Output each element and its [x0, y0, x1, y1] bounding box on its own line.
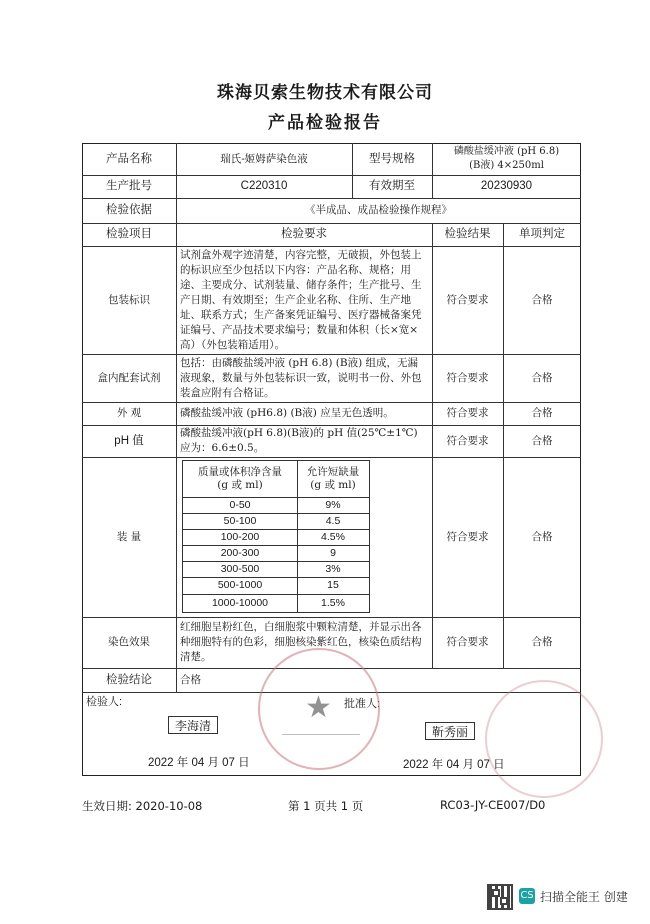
inspector-label: 检验人: [86, 695, 123, 708]
row-appearance-item: 外 观 [116, 407, 142, 419]
col-judgment-header: 单项判定 [519, 228, 565, 240]
row-kit-item: 盒内配套试剂 [97, 371, 161, 384]
basis-label: 检验依据 [106, 204, 152, 216]
date-right: 2022 年 04 月 07 日 [403, 758, 505, 771]
batch-label: 生产批号 [106, 180, 152, 192]
expiry-value: 20230930 [480, 180, 533, 192]
row-packaging-requirement: 试剂盒外观字迹清楚，内容完整，无破损，外包装上的标识应至少包括以下内容：产品名称、规格；用途、主要成分、试剂装量、储存条件；生产批号、生产日期、有效期至；生产企业名称、住所、生产地址、联系方式；生产备案凭证编号、医疗器械备案凭证编号、产品技术要求编号；数量和体积（长×宽×高）（外包装箱适用）。 [180, 248, 422, 351]
qt-header-allow-line1: 允许短缺量 [306, 466, 360, 478]
row-quantity-result: 符合要求 [446, 530, 489, 543]
qt-allow: 1.5% [321, 596, 345, 609]
qt-header-allow-line2: (g 或 ml) [310, 479, 356, 491]
basis-value: 《半成品、成品检验操作规程》 [305, 204, 452, 216]
official-seal-stamp [258, 648, 380, 770]
quantity-table [182, 460, 370, 613]
qt-header-net-line1: 质量或体积净含量 [198, 466, 282, 478]
row-quantity-item: 装 量 [116, 530, 142, 543]
approver-label: 批准人: [344, 697, 381, 710]
col-item-header: 检验项目 [106, 228, 152, 240]
conclusion-value: 合格 [180, 673, 201, 686]
product-name-label: 产品名称 [106, 152, 152, 165]
row-kit-requirement: 包括：由磷酸盐缓冲液 (pH 6.8) (B液) 组成，无漏液现象，数量与外包装标识一致，说明书一份、外包装盒应附有合格证。 [180, 356, 422, 399]
row-kit-result: 符合要求 [446, 371, 489, 384]
qt-range: 200-300 [220, 546, 260, 559]
star-icon: ★ [305, 690, 332, 725]
row-packaging-item: 包装标识 [108, 293, 150, 306]
qt-header-allow [297, 461, 369, 497]
watermark-text: 扫描全能王 创建 [540, 890, 628, 904]
model-value [432, 143, 581, 175]
qt-range: 0-50 [229, 498, 251, 511]
camscanner-logo-icon: CS [519, 888, 535, 904]
col-result-header: 检验结果 [444, 228, 491, 240]
row-ph-result: 符合要求 [446, 434, 489, 447]
qt-header-net [183, 461, 297, 497]
report-title: 产品检验报告 [268, 113, 382, 133]
approver-signature: 靳秀丽 [425, 722, 475, 740]
qt-allow: 4.5% [321, 530, 345, 543]
row-quantity-judgment: 合格 [531, 530, 553, 543]
row-staining-item: 染色效果 [108, 636, 150, 648]
model-line-2: (B液) 4×250ml [469, 160, 544, 171]
row-ph-item: pH 值 [114, 434, 144, 447]
product-name-value: 瑞氏-姬姆萨染色液 [220, 152, 308, 165]
company-name: 珠海贝索生物技术有限公司 [217, 83, 433, 103]
row-staining-judgment: 合格 [531, 636, 553, 648]
row-appearance-judgment: 合格 [531, 407, 553, 419]
qt-allow: 15 [327, 579, 339, 591]
row-kit-judgment: 合格 [531, 371, 553, 384]
row-appearance-result: 符合要求 [446, 407, 489, 419]
row-ph-requirement: 磷酸盐缓冲液(pH 6.8)(B液)的 pH 值(25℃±1℃)应为：6.6±0.5。 [180, 427, 418, 454]
col-requirement-header: 检验要求 [281, 228, 327, 240]
qt-allow: 9 [330, 546, 336, 559]
qt-allow: 3% [325, 562, 341, 575]
inspector-signature: 李海清 [168, 716, 218, 734]
approval-seal-stamp [485, 680, 603, 798]
effective-date: 生效日期: 2020-10-08 [82, 799, 203, 813]
document-code: RC03-JY-CE007/D0 [440, 798, 546, 812]
row-packaging-result: 符合要求 [446, 293, 489, 306]
date-left: 2022 年 04 月 07 日 [148, 756, 250, 769]
qt-allow: 4.5 [325, 514, 341, 527]
row-staining-requirement: 红细胞呈粉红色，白细胞浆中颗粒清楚，并显示出各种细胞特有的色彩，细胞核染紫红色，核染色质结构清楚。 [180, 621, 422, 663]
expiry-label: 有效期至 [369, 180, 415, 192]
model-line-1: 磷酸盐缓冲液 (pH 6.8) [453, 146, 560, 157]
qt-allow: 9% [325, 498, 341, 511]
qt-range: 300-500 [220, 562, 260, 575]
qt-range: 1000-10000 [211, 596, 269, 609]
row-ph-judgment: 合格 [531, 434, 553, 447]
qt-range: 100-200 [220, 530, 260, 543]
page-number: 第 1 页共 1 页 [288, 799, 364, 813]
model-label: 型号规格 [369, 152, 415, 165]
qr-code-icon [487, 884, 513, 910]
qt-header-net-line2: (g 或 ml) [217, 479, 263, 491]
row-staining-result: 符合要求 [446, 636, 489, 648]
row-appearance-requirement: 磷酸盐缓冲液 (pH6.8) (B液) 应呈无色透明。 [180, 407, 394, 419]
qt-range: 500-1000 [217, 579, 263, 591]
conclusion-label: 检验结论 [106, 673, 152, 686]
batch-value: C220310 [240, 180, 288, 192]
row-packaging-judgment: 合格 [531, 293, 553, 306]
qt-range: 50-100 [223, 514, 257, 527]
